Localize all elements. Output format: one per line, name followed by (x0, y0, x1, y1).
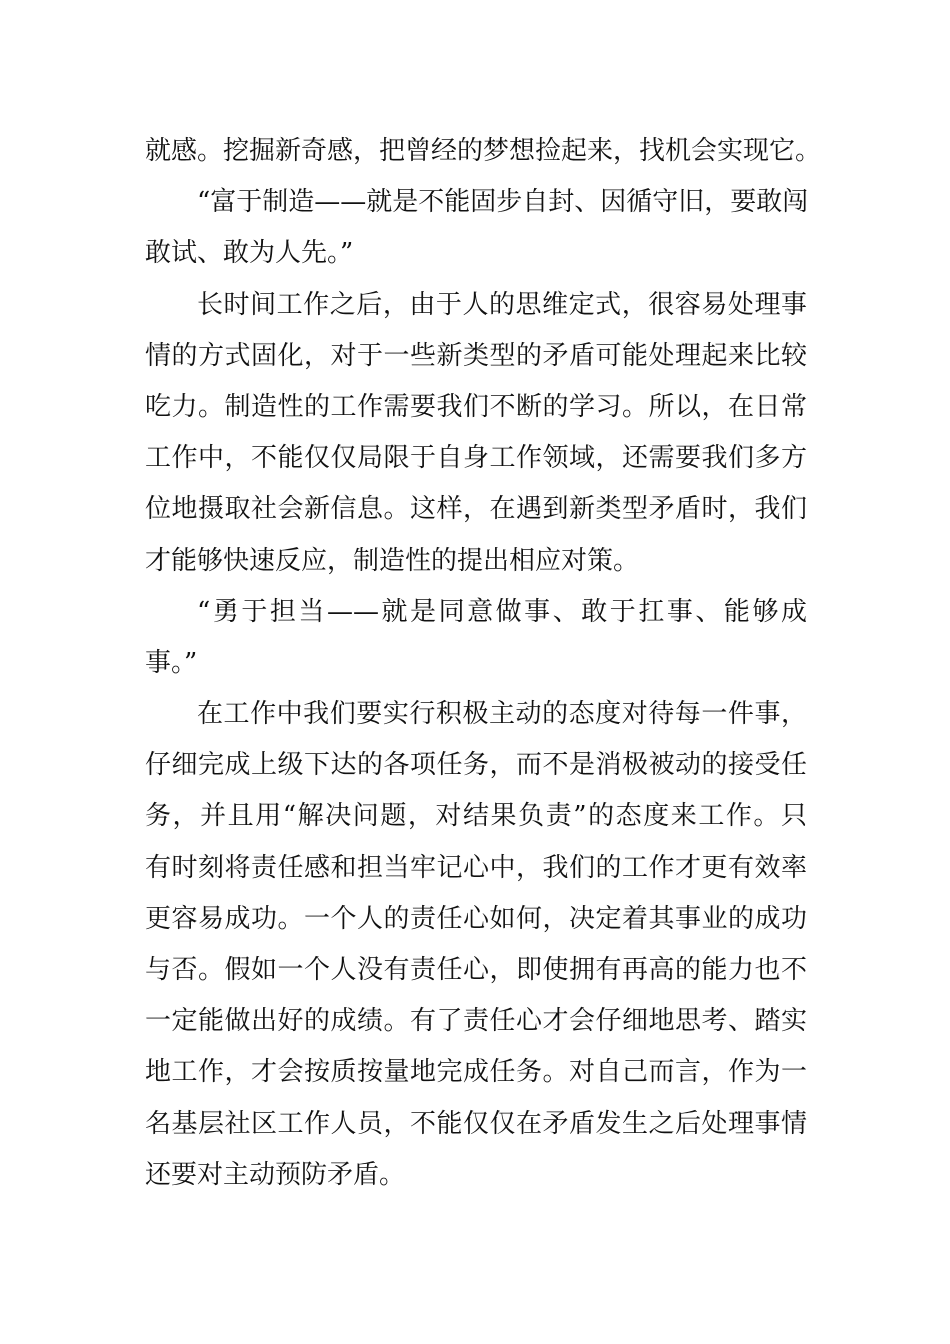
text-line: 一定能做出好的成绩。有了责任心才会仔细地思考、踏实 (145, 1006, 807, 1037)
text-line: 仔细完成上级下达的各项任务，而不是消极被动的接受任 (145, 750, 807, 781)
text-line: 事。” (145, 647, 198, 678)
text-line: 名基层社区工作人员，不能仅仅在矛盾发生之后处理事情 (145, 1108, 807, 1139)
text-line: 有时刻将责任感和担当牢记心中，我们的工作才更有效率 (145, 852, 807, 883)
text-line: 工作中，不能仅仅局限于自身工作领域，还需要我们多方 (145, 443, 807, 474)
text-line: 还要对主动预防矛盾。 (145, 1159, 406, 1190)
text-line: 在工作中我们要实行积极主动的态度对待每一件事， (197, 699, 807, 730)
text-line: 吃力。制造性的工作需要我们不断的学习。所以，在日常 (145, 391, 807, 422)
document-body (145, 126, 822, 1201)
text-line: “勇于担当——就是同意做事、敢于扛事、能够成 (197, 596, 807, 627)
text-line: 就感。挖掘新奇感，把曾经的梦想捡起来，找机会实现它。 (145, 136, 822, 166)
text-line: 与否。假如一个人没有责任心，即使拥有再高的能力也不 (145, 955, 807, 985)
text-line: 敢试、敢为人先。” (145, 238, 354, 269)
text-line: “富于制造——就是不能固步自封、因循守旧，要敢闯 (197, 187, 809, 218)
text-line: 务，并且用“解决问题，对结果负责”的态度来工作。只 (145, 801, 807, 832)
text-line: 地工作，才会按质按量地完成任务。对自己而言，作为一 (145, 1057, 807, 1088)
text-line: 更容易成功。一个人的责任心如何，决定着其事业的成功 (145, 903, 807, 934)
text-line: 情的方式固化，对于一些新类型的矛盾可能处理起来比较 (145, 340, 807, 371)
text-line: 位地摄取社会新信息。这样，在遇到新类型矛盾时，我们 (145, 494, 807, 525)
text-line: 长时间工作之后，由于人的思维定式，很容易处理事 (197, 289, 807, 320)
text-line: 才能够快速反应，制造性的提出相应对策。 (145, 545, 640, 576)
